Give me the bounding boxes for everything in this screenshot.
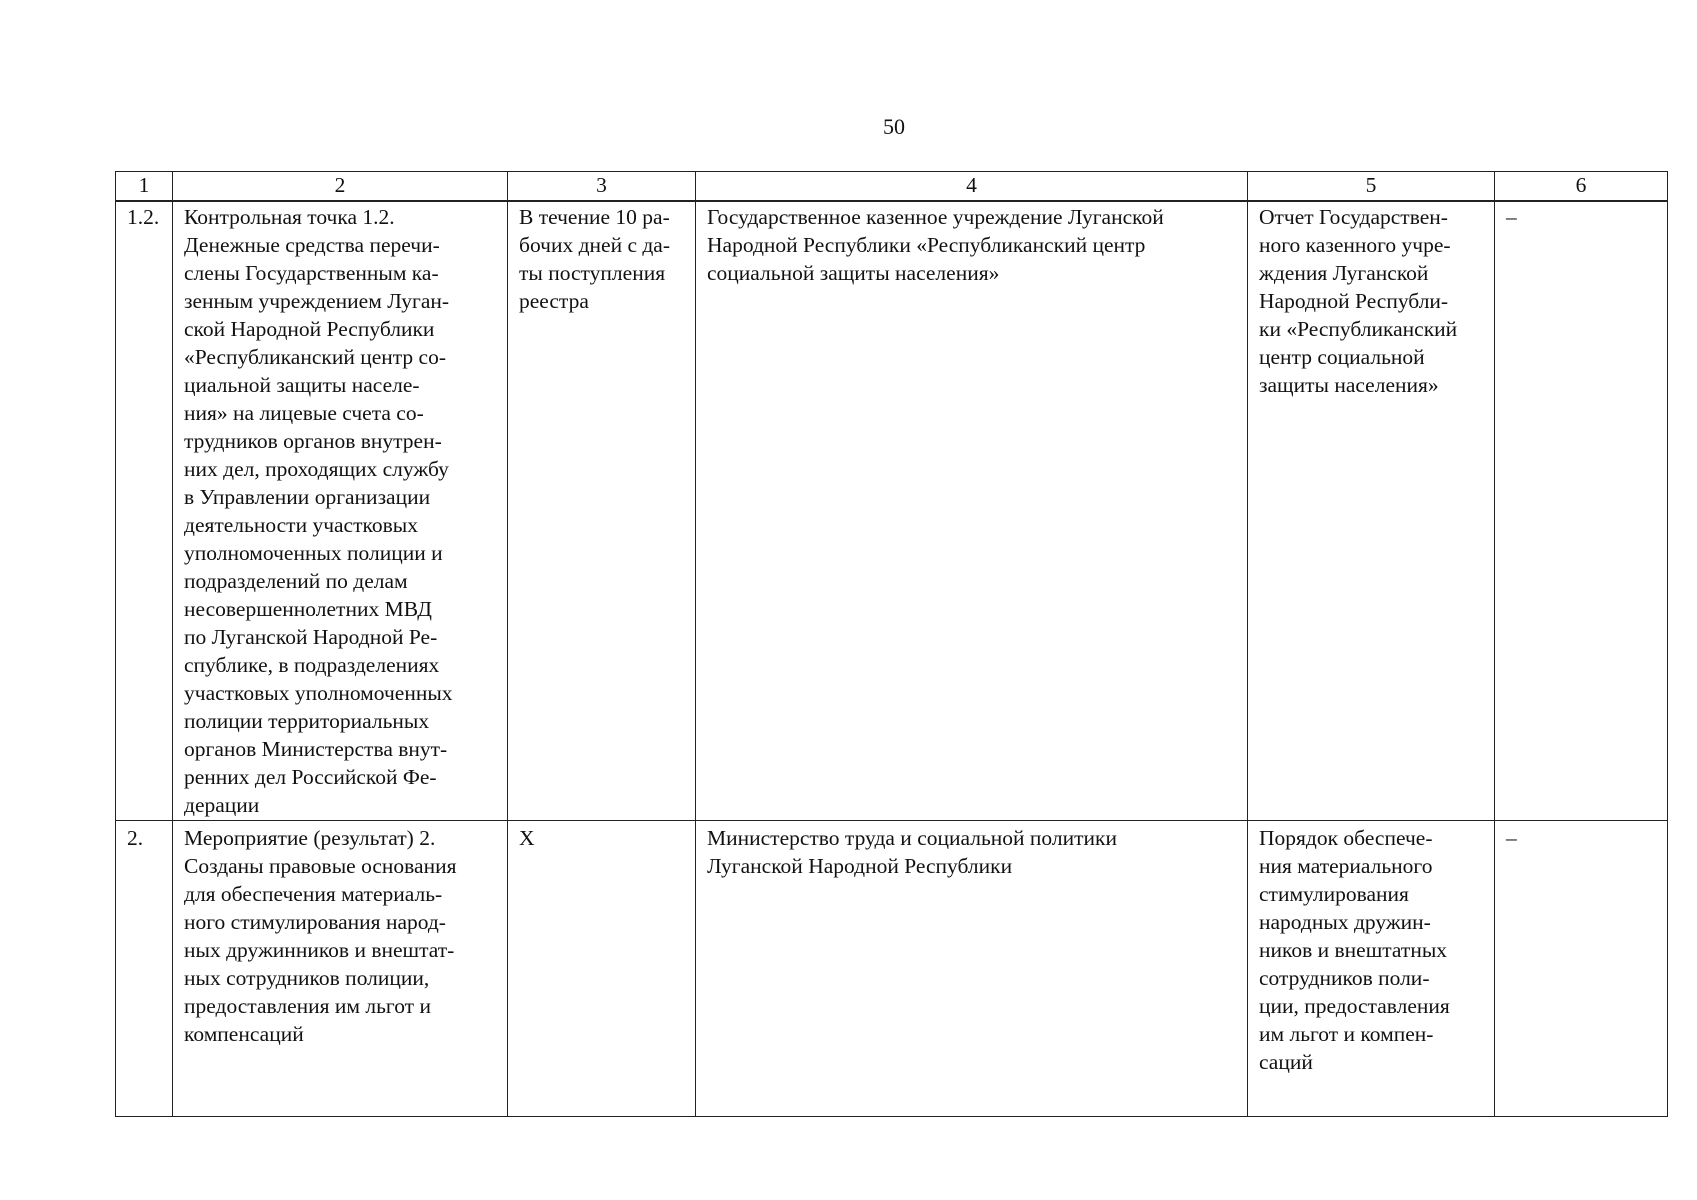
text-line: сотрудников поли- (1259, 966, 1430, 990)
document-cell (1248, 821, 1495, 1117)
text-line: по Луганской Народной Ре- (184, 625, 438, 649)
text-line: них дел, проходящих службу (184, 457, 449, 481)
table-row (116, 821, 1668, 1117)
deadline-cell (508, 821, 696, 1117)
responsible-cell (696, 201, 1248, 821)
header-col-5: 5 (1248, 172, 1495, 202)
text-line: ния» на лицевые счета со- (184, 401, 424, 425)
text-line: полиции территориальных (184, 709, 430, 733)
table-row (116, 201, 1668, 821)
header-col-2: 2 (173, 172, 508, 202)
text-line: предоставления им льгот и (184, 994, 431, 1018)
text-line: ния материального (1259, 854, 1433, 878)
text-line: деятельности участковых (184, 513, 418, 537)
text-line: ты поступления (519, 261, 666, 285)
responsible-cell (696, 821, 1248, 1117)
text-line: реестра (519, 289, 589, 313)
text-line: ных дружинников и внештат- (184, 938, 455, 962)
text-line: Народной Республики «Республиканский центр (707, 233, 1146, 257)
text-line: слены Государственным ка- (184, 261, 439, 285)
text-line: саций (1259, 1050, 1313, 1074)
text-line: Денежные средства перечи- (184, 233, 440, 257)
note-cell: – (1495, 201, 1668, 821)
header-col-4: 4 (696, 172, 1248, 202)
header-col-1: 1 (116, 172, 173, 202)
text-line: центр социальной (1259, 345, 1425, 369)
document-cell (1248, 201, 1495, 821)
text-line: ции, предоставления (1259, 994, 1450, 1018)
text-line: «Республиканский центр со- (184, 345, 446, 369)
text-line: ного казенного учре- (1259, 233, 1451, 257)
text-line: им льгот и компен- (1259, 1022, 1434, 1046)
header-col-6: 6 (1495, 172, 1668, 202)
text-line: ников и внештатных (1259, 938, 1448, 962)
note-cell: – (1495, 821, 1668, 1117)
text-line: народных дружин- (1259, 910, 1431, 934)
text-line: Контрольная точка 1.2. (184, 205, 395, 229)
text-line: для обеспечения материаль- (184, 882, 443, 906)
table-header-row (116, 172, 1668, 202)
text-line: зенным учреждением Луган- (184, 289, 450, 313)
text-line: ждения Луганской (1259, 261, 1429, 285)
text-line: ного стимулирования народ- (184, 910, 446, 934)
text-line: Государственное казенное учреждение Луганской (707, 205, 1164, 229)
text-line: стимулирования (1259, 882, 1409, 906)
control-point-description (173, 201, 508, 821)
text-line: циальной защиты населе- (184, 373, 420, 397)
text-line: подразделений по делам (184, 569, 408, 593)
text-line: трудников органов внутрен- (184, 429, 442, 453)
text-line: органов Министерства внут- (184, 737, 448, 761)
text-line: Луганской Народной Республики (707, 854, 1013, 878)
text-line: X (519, 826, 535, 850)
text-line: Министерство труда и социальной политики (707, 826, 1117, 850)
measure-description (173, 821, 508, 1117)
text-line: социальной защиты населения» (707, 261, 1000, 285)
text-line: ных сотрудников полиции, (184, 966, 430, 990)
text-line: уполномоченных полиции и (184, 541, 443, 565)
text-line: компенсаций (184, 1022, 304, 1046)
row-number: 2. (116, 821, 173, 1117)
text-line: ки «Республиканский (1259, 317, 1458, 341)
deadline-cell (508, 201, 696, 821)
row-number: 1.2. (116, 201, 173, 821)
text-line: бочих дней с да- (519, 233, 671, 257)
text-line: Созданы правовые основания (184, 854, 457, 878)
text-line: Отчет Государствен- (1259, 205, 1448, 229)
plan-table (115, 171, 1668, 1117)
text-line: защиты населения» (1259, 373, 1439, 397)
text-line: ренних дел Российской Фе- (184, 765, 437, 789)
text-line: В течение 10 ра- (519, 205, 670, 229)
text-line: Народной Республи- (1259, 289, 1449, 313)
text-line: несовершеннолетних МВД (184, 597, 432, 621)
text-line: в Управлении организации (184, 485, 431, 509)
text-line: участковых уполномоченных (184, 681, 453, 705)
text-line: дерации (184, 793, 260, 817)
header-col-3: 3 (508, 172, 696, 202)
text-line: спублике, в подразделениях (184, 653, 440, 677)
page-number: 50 (883, 114, 905, 139)
text-line: Мероприятие (результат) 2. (184, 826, 436, 850)
text-line: Порядок обеспече- (1259, 826, 1433, 850)
text-line: ской Народной Республики (184, 317, 435, 341)
